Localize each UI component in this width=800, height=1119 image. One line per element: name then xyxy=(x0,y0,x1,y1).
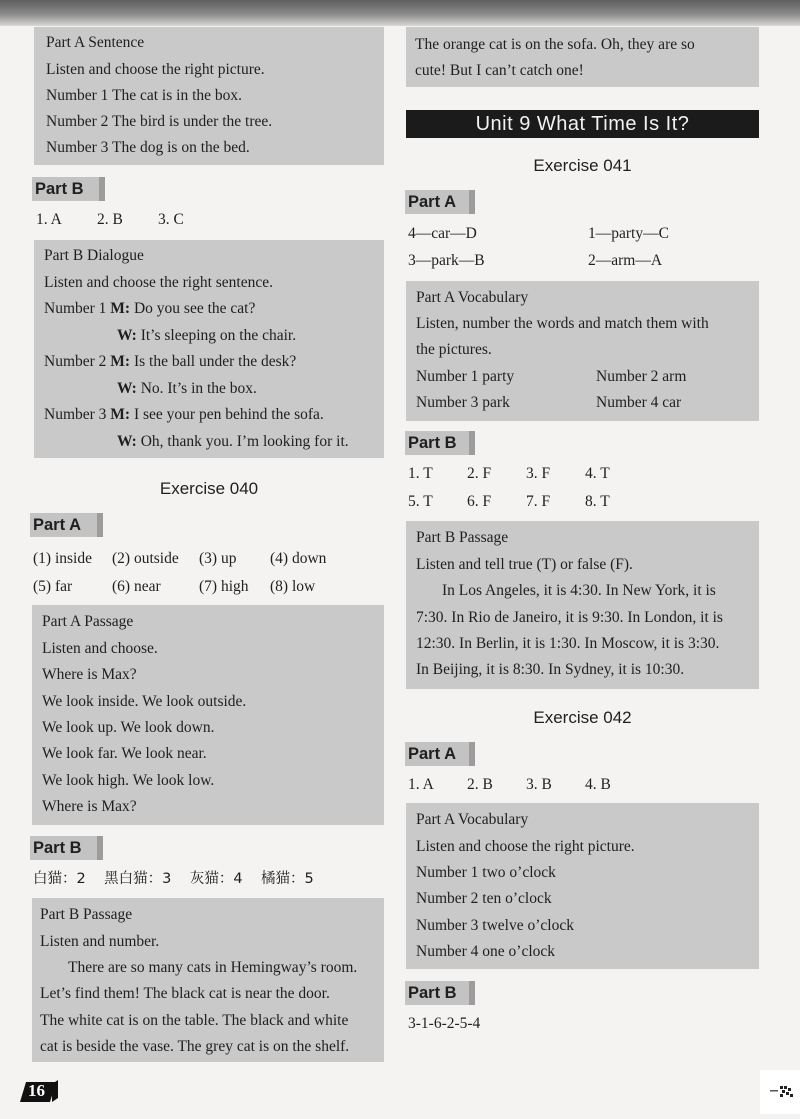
part-a-passage-box xyxy=(32,605,384,825)
passage-line: In Beijing, it is 8:30. In Sydney, it is 10:30. xyxy=(416,661,685,678)
word-item: Number 2 arm xyxy=(596,368,687,385)
passage-continuation-box xyxy=(406,27,759,87)
passage-line: Let’s find them! The black cat is near the door. xyxy=(40,985,330,1002)
passage-line: Where is Max? xyxy=(42,798,137,815)
qr-code-icon xyxy=(760,1070,800,1114)
part-b-passage-box xyxy=(406,521,759,689)
answer-cats: 白猫：2 黑白猫：3 灰猫：4 橘猫：5 xyxy=(33,871,314,887)
instruction: Listen and choose. xyxy=(42,640,158,657)
answer: 2. B xyxy=(97,211,123,228)
answer: 1. A xyxy=(408,776,434,793)
answer: 3. F xyxy=(526,465,551,482)
section-tag-part-a: Part A xyxy=(30,513,103,537)
answer: 8. T xyxy=(585,493,610,510)
answer: (3) up xyxy=(199,550,237,567)
dialogue-line: W: Oh, thank you. I’m looking for it. xyxy=(117,433,349,450)
instruction: Listen and choose the right picture. xyxy=(416,838,635,855)
vocab-line: Number 4 one o’clock xyxy=(416,943,556,960)
part-a-sentence-box xyxy=(34,27,384,165)
answer: 4—car—D xyxy=(408,225,477,242)
qr-code-corner xyxy=(760,1070,800,1114)
part-b-dialogue-box xyxy=(34,240,384,458)
passage-line: cute! But I can’t catch one! xyxy=(415,62,584,79)
answer: (5) far xyxy=(33,578,73,595)
page-number: 16 xyxy=(28,1081,45,1100)
answer: (2) outside xyxy=(112,550,179,567)
box-title: Part B Passage xyxy=(416,529,509,546)
answer: 1. T xyxy=(408,465,433,482)
dialogue-line: Number 3 M: I see your pen behind the sofa. xyxy=(44,406,324,423)
box-title: Part A Vocabulary xyxy=(416,289,529,306)
part-b-passage-box xyxy=(32,898,384,1062)
passage-line: Where is Max? xyxy=(42,666,137,683)
answer: 3. C xyxy=(158,211,184,228)
answer: 3—park—B xyxy=(408,252,485,269)
exercise-heading: Exercise 041 xyxy=(533,156,632,175)
sentence-line: Number 3 The dog is on the bed. xyxy=(46,139,250,156)
dialogue-line: Number 2 M: Is the ball under the desk? xyxy=(44,353,297,370)
box-title: Part A Vocabulary xyxy=(416,811,529,828)
passage-line: The white cat is on the table. The black and white xyxy=(40,1012,349,1029)
instruction: Listen and tell true (T) or false (F). xyxy=(416,556,633,573)
answer: 3. B xyxy=(526,776,552,793)
answer: 4. T xyxy=(585,465,610,482)
answer: (4) down xyxy=(270,550,327,567)
page-top-border xyxy=(0,0,800,26)
passage-line: The orange cat is on the sofa. Oh, they are so xyxy=(415,36,695,53)
answer: 6. F xyxy=(467,493,492,510)
sentence-line: Number 1 The cat is in the box. xyxy=(46,87,243,104)
word-item: Number 3 park xyxy=(416,394,510,411)
answer: 2. F xyxy=(467,465,492,482)
section-tag-part-b: Part B xyxy=(30,836,103,860)
page-number-badge xyxy=(18,1078,58,1106)
vocab-line: Number 2 ten o’clock xyxy=(416,890,552,907)
answer: 1. A xyxy=(36,211,62,228)
exercise-heading: Exercise 042 xyxy=(533,708,632,727)
answer-sequence: 3-1-6-2-5-4 xyxy=(408,1015,481,1032)
answer: (7) high xyxy=(199,578,249,595)
box-title: Part B Passage xyxy=(40,906,133,923)
word-item: Number 1 party xyxy=(416,368,515,385)
instruction: Listen and choose the right picture. xyxy=(46,61,265,78)
answer: 7. F xyxy=(526,493,551,510)
passage-line: We look high. We look low. xyxy=(42,772,215,789)
passage-line: There are so many cats in Hemingway’s room. xyxy=(68,959,358,976)
part-a-vocabulary-box xyxy=(406,281,759,421)
passage-line: We look up. We look down. xyxy=(42,719,215,736)
unit-title: Unit 9 What Time Is It? xyxy=(406,110,759,138)
dialogue-line: Number 1 M: Do you see the cat? xyxy=(44,300,256,317)
answer: 5. T xyxy=(408,493,433,510)
passage-line: 12:30. In Berlin, it is 1:30. In Moscow, it is 3:30. xyxy=(416,635,720,652)
section-tag-part-b: Part B xyxy=(405,981,475,1005)
box-title: Part A Sentence xyxy=(46,34,145,51)
instruction: Listen, number the words and match them with xyxy=(416,315,709,332)
box-title: Part A Passage xyxy=(42,613,134,630)
exercise-heading: Exercise 040 xyxy=(159,479,259,498)
section-tag-part-b: Part B xyxy=(32,177,105,201)
box-title: Part B Dialogue xyxy=(44,247,144,264)
part-a-vocabulary-box xyxy=(406,803,759,969)
section-tag-part-a: Part A xyxy=(405,742,475,766)
word-item: Number 4 car xyxy=(596,394,682,411)
instruction: Listen and number. xyxy=(40,933,160,950)
vocab-line: Number 3 twelve o’clock xyxy=(416,917,574,934)
answer: (6) near xyxy=(112,578,161,595)
passage-line: cat is beside the vase. The grey cat is on the shelf. xyxy=(40,1038,350,1055)
instruction: Listen and choose the right sentence. xyxy=(44,274,273,291)
passage-line: We look far. We look near. xyxy=(42,745,207,762)
answer: 4. B xyxy=(585,776,611,793)
answer: 2—arm—A xyxy=(588,252,663,269)
passage-line: 7:30. In Rio de Janeiro, it is 9:30. In London, it is xyxy=(416,609,723,626)
answer: (1) inside xyxy=(33,550,92,567)
passage-line: We look inside. We look outside. xyxy=(42,693,247,710)
dialogue-line: W: No. It’s in the box. xyxy=(117,380,257,397)
instruction: the pictures. xyxy=(416,341,492,358)
sentence-line: Number 2 The bird is under the tree. xyxy=(46,113,273,130)
answer: (8) low xyxy=(270,578,316,595)
answer: 1—party—C xyxy=(588,225,669,242)
passage-line: In Los Angeles, it is 4:30. In New York, it is xyxy=(442,582,716,599)
dialogue-line: W: It’s sleeping on the chair. xyxy=(117,327,297,344)
vocab-line: Number 1 two o’clock xyxy=(416,864,556,881)
section-tag-part-b: Part B xyxy=(405,431,475,455)
answer: 2. B xyxy=(467,776,493,793)
section-tag-part-a: Part A xyxy=(405,190,475,214)
